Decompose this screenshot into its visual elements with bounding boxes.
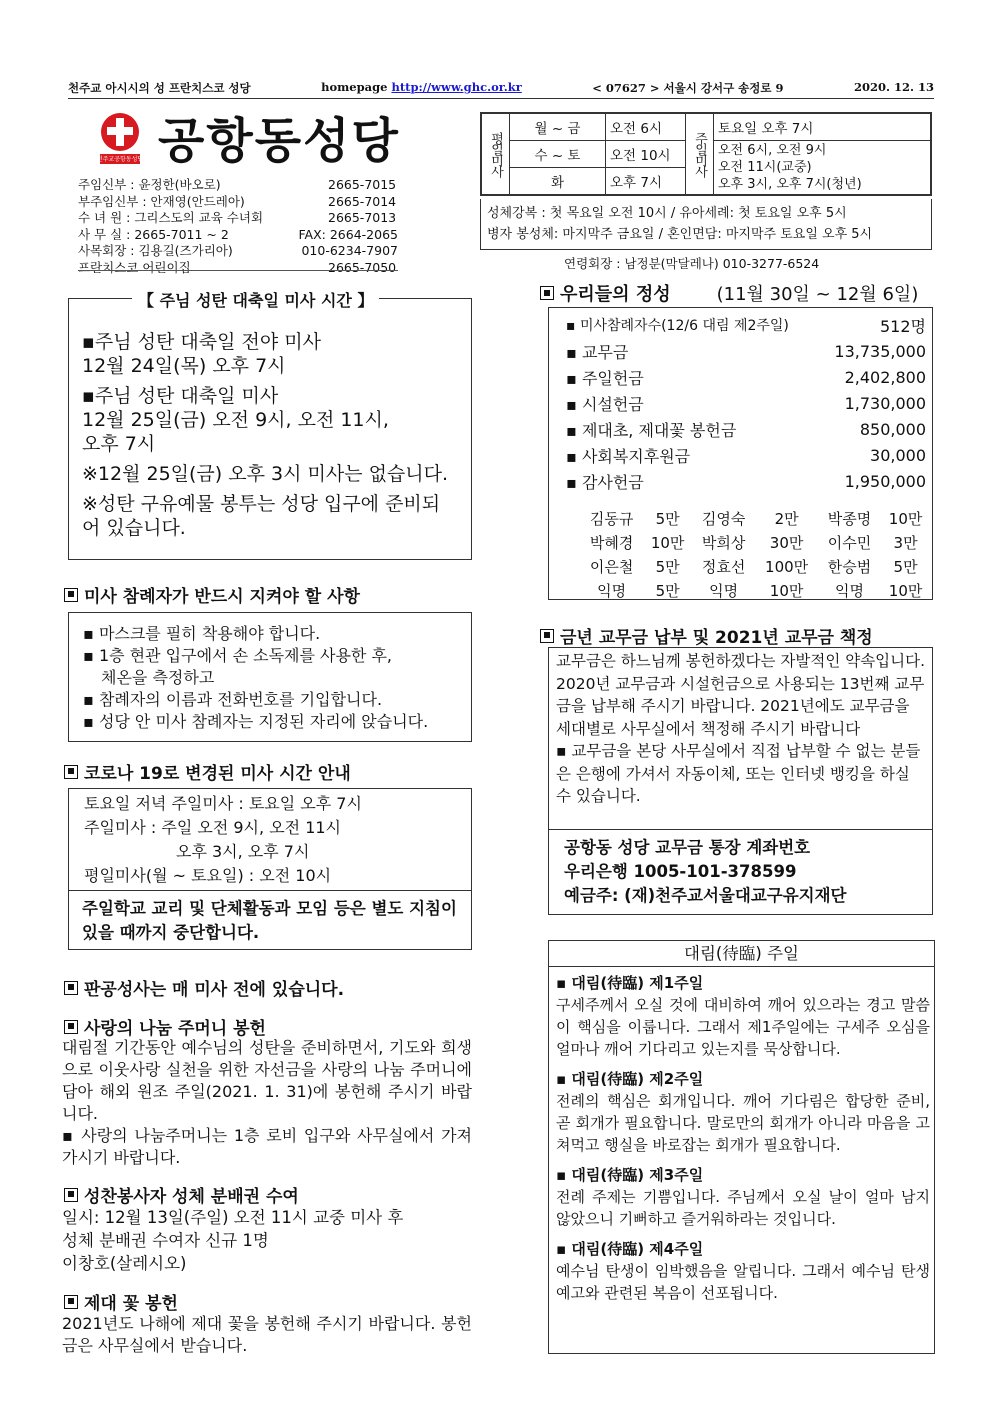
sacrament-notes: 성체강복 : 첫 목요일 오전 10시 / 유아세례: 첫 토요일 오후 5시 병자 봉성체: 마지막주 금요일 / 혼인면담: 마지막주 토요일 오후 5시 (480, 199, 932, 250)
bulletin-date: 2020. 12. 13 (853, 80, 934, 94)
parish-title: 공항동성당 (158, 113, 400, 169)
homepage-label: homepage (321, 80, 388, 94)
section-square-icon (64, 765, 78, 779)
flower-text: 2021년도 나해에 제대 꽃을 봉헌해 주시기 바랍니다. 봉헌금은 사무실에서 받습니다. (62, 1314, 472, 1355)
christmas-mass-body: ▪주님 성탄 대축일 전야 미사 12월 24일(목) 오후 7시 ▪주님 성탄 대축일 미사 12월 25일(금) 오전 9시, 오전 11시, 오후 7시 ※12월 25일(금) 오후 3시 미사는 없습니다. ※성탄 구유예물 봉투는 성당 입구에 준비되 어 있습니다. (82, 331, 449, 539)
weekday-mass-label: 평일미사 (482, 114, 510, 195)
advent-title: 대림(待臨) 주일 (548, 940, 935, 967)
funeral-rep: 연령회장 : 남정분(막달레나) 010-3277-6524 (564, 256, 820, 271)
address: < 07627 > 서울시 강서구 송정로 9 (592, 81, 784, 95)
covid-schedule: 토요일 저녁 주일미사 : 토요일 오후 7시 주일미사 : 주일 오전 9시, 오전 11시 오후 3시, 오후 7시 평일미사(월 ~ 토요일) : 오전 10시 (84, 794, 362, 885)
minister-text: 일시: 12월 13일(주일) 오전 11시 교중 미사 후 성체 분배권 수여자 신규 1명 이창호(살레시오) (62, 1208, 404, 1273)
section-square-icon (64, 1295, 78, 1309)
donor-table: 김동규 5만 김영숙 2만 박종명 10만 박혜경 10만 박희상 30만 이수민 3만 이은철 5만 정효선 100만 한승범 5만 익명 5만 익명 10만 익명 10만 (589, 509, 923, 600)
tithe-account: 공항동 성당 교무금 통장 계좌번호 우리은행 1005-101-378599 예금주: (재)천주교서울대교구유지재단 (548, 829, 933, 915)
staff-list: 주임신부 : 윤정한(바오로) 2665-7015 부주임신부 : 안재영(안드레아) 2665-7014 수 녀 원 : 그리스도의 교육 수녀회 2665-7013 사 무 실 : 2665-7011 ~ 2 FAX: 2664-2065 사목회장 : 김용길(즈가리아) 010-6234-7907 프란치스코 어린이집 2665-7050 (78, 177, 398, 275)
homepage-link[interactable]: http://www.ghc.or.kr (391, 80, 522, 94)
section-square-icon (64, 1188, 78, 1202)
love-header: 사랑의 나눔 주머니 봉헌 (64, 1014, 266, 1039)
tithe-header: 금년 교무금 납부 및 2021년 교무금 책정 (540, 623, 873, 648)
penance-header: 판공성사는 매 미사 전에 있습니다. (64, 975, 344, 1000)
covid-header: 코로나 19로 변경된 미사 시간 안내 (64, 759, 351, 784)
covid-note: 주일학교 교리 및 단체활동과 모임 등은 별도 지침이 있을 때까지 중단합니다. (68, 890, 472, 950)
section-square-icon (64, 981, 78, 995)
header-rule (68, 98, 934, 99)
offering-header: 우리들의 정성 (11월 30일 ~ 12월 6일) (540, 280, 918, 306)
rules-box: ▪ 마스크를 필히 착용해야 합니다. ▪ 1층 현관 입구에서 손 소독제를 사용한 후, 체온을 측정하고 ▪ 참례자의 이름과 전화번호를 기입합니다. ▪ 성당 안 미사 참례자는 지정된 자리에 앉습니다. (68, 612, 472, 742)
section-square-icon (540, 629, 554, 643)
section-square-icon (64, 588, 78, 602)
section-square-icon (540, 286, 554, 300)
minister-header: 성찬봉사자 성체 분배권 수여 (64, 1182, 299, 1207)
offering-list: ▪ 미사참례자수(12/6 대림 제2주일) 512명 ▪ 교무금 13,735,000 ▪ 주일헌금 2,402,800 ▪ 시설헌금 1,730,000 ▪ 제대초, 제대꽃 봉헌금 850,000 ▪ 사회복지후원금 30,000 ▪ 감사헌금 1,950,000 (566, 312, 926, 494)
love-text: 대림절 기간동안 예수님의 성탄을 준비하면서, 기도와 희생으로 이웃사랑 실천을 위한 자선금을 사랑의 나눔 주머니에 담아 해외 원조 주일(2021. 1. 31)에 봉헌해 주시기 바랍니다. ▪ 사랑의 나눔주머니는 1층 로비 입구와 사무실에서 가져 가시기 바랍니다. (62, 1038, 472, 1167)
christmas-mass-title: 【 주님 성탄 대축일 미사 시간 】 (132, 288, 379, 311)
parish-name: 천주교 아시시의 성 프란치스코 성당 (68, 81, 251, 95)
header-line (68, 80, 934, 96)
section-square-icon (64, 1020, 78, 1034)
sunday-mass-label: 주일미사 (686, 114, 714, 195)
advent-body: ▪ 대림(待臨) 제1주일 구세주께서 오실 것에 대비하여 깨어 있으라는 경고 말씀이 핵심을 이룹니다. 그래서 제1주일에는 구세주 오심을 얼마나 깨어 기다리고 있는지를 묵상합니다. ▪ 대림(待臨) 제2주일 전례의 핵심은 회개입니다. 깨어 기다림은 합당한 준비, 곧 회개가 필요합니다. 말로만의 회개가 아니라 마음을 고쳐먹고 행실을 바로잡는 회개가 필요합니다. ▪ 대림(待臨) 제3주일 전례 주제는 기쁨입니다. 주님께서 오실 날이 얼마 남지 않았으니 기뻐하고 즐거워하라는 것입니다. ▪ 대림(待臨) 제4주일 예수님 탄생이 임박했음을 알립니다. 그래서 예수님 탄생 예고와 관련된 복음이 선포됩니다. (556, 974, 930, 1302)
staff-rule (78, 270, 398, 271)
flower-header: 제대 꽃 봉헌 (64, 1289, 178, 1314)
mass-schedule-table: 평일미사 월 ~ 금 오전 6시 주일미사 토요일 오후 7시 수 ~ 토 오전 10시 오전 6시, 오전 9시 오전 11시(교중) 오후 3시, 오후 7시(청년) 화 오후 7시 (480, 112, 932, 196)
logo-mark-caption: 천주교공항동성당 (96, 156, 144, 163)
rules-header: 미사 참례자가 반드시 지켜야 할 사항 (64, 582, 360, 607)
tithe-text: 교무금은 하느님께 봉헌하겠다는 자발적인 약속입니다. 2020년 교무금과 시설헌금으로 사용되는 13번째 교무금을 납부해 주시기 바랍니다. 2021년에도 교무금을 세대별로 사무실에서 책정해 주시기 바랍니다 ▪ 교무금을 본당 사무실에서 직접 납부할 수 없는 분들은 은행에 가셔서 자동이체, 또는 인터넷 뱅킹을 하실 수 있습니다. (556, 652, 926, 805)
